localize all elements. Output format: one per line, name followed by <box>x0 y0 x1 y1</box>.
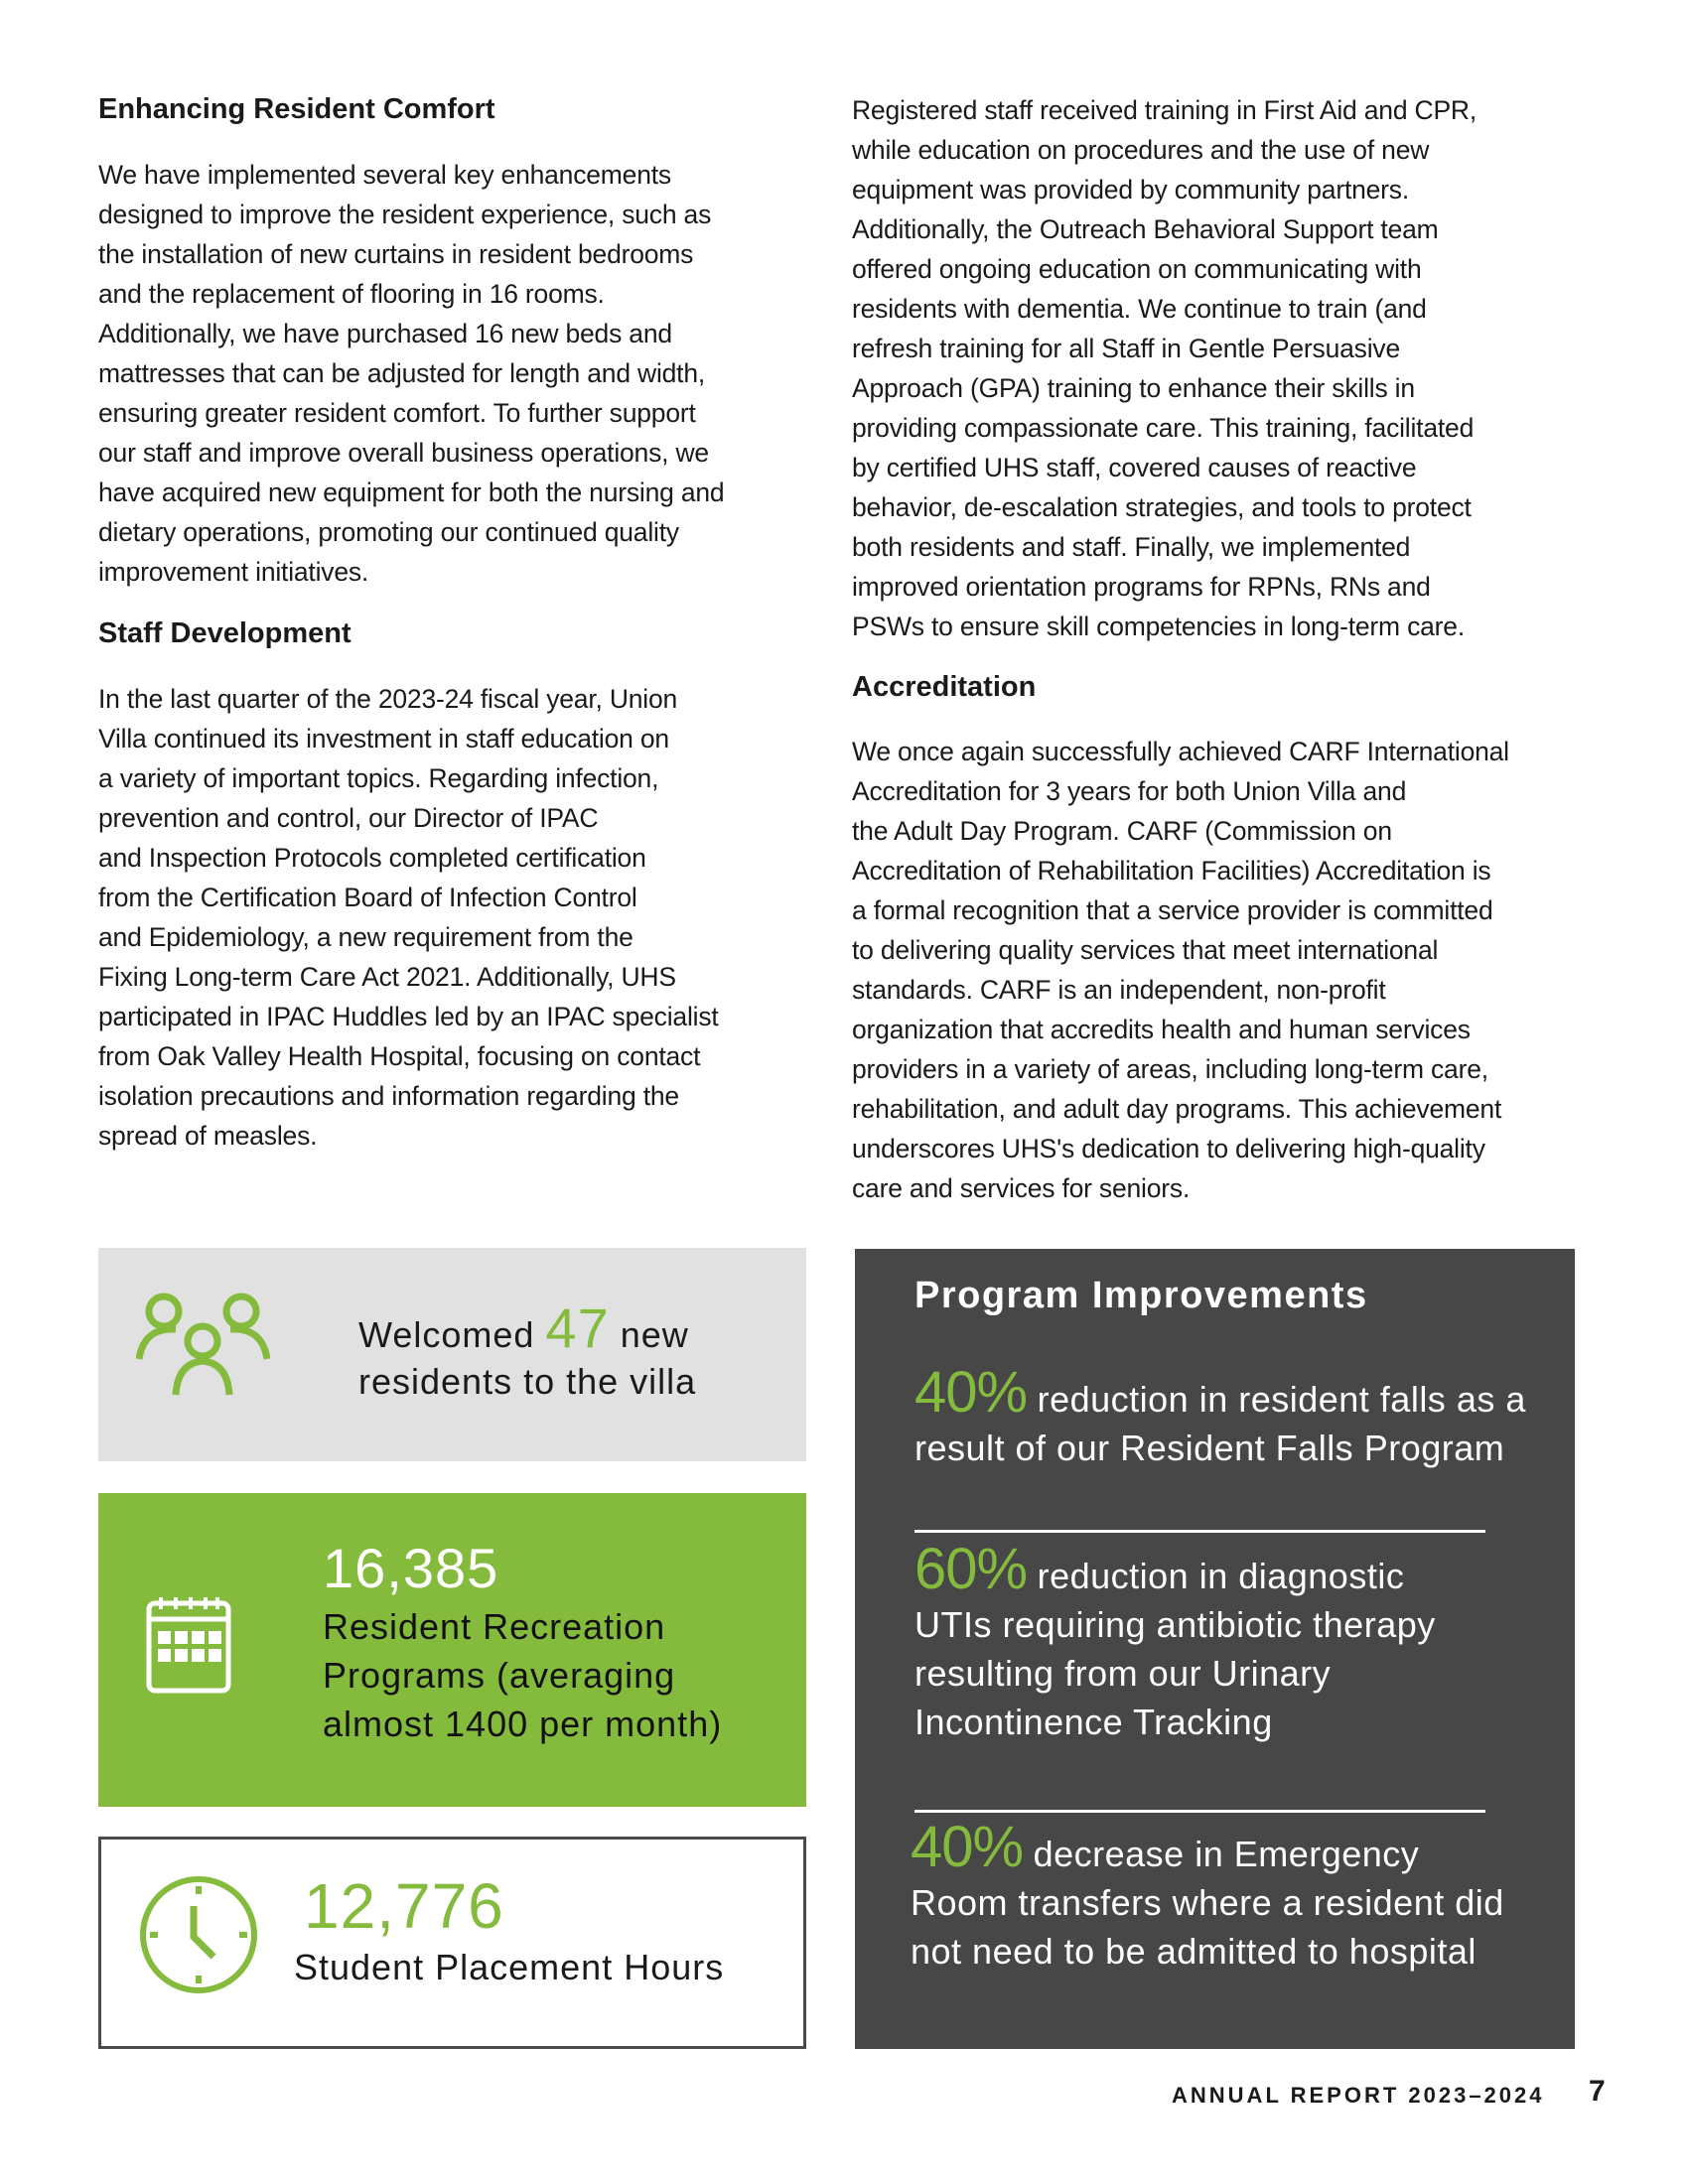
divider <box>914 1530 1485 1533</box>
improvement-text: reduction in diagnostic <box>1027 1556 1405 1596</box>
text-line: from the Certification Board of Infection Control <box>98 883 637 912</box>
text-line: dietary operations, promoting our continued quality <box>98 517 679 547</box>
stat-label <box>323 1602 722 1748</box>
improvement-text-line: Incontinence Tracking <box>914 1702 1273 1742</box>
text-line: organization that accredits health and human services <box>852 1015 1471 1044</box>
improvement-text: reduction in resident falls as a <box>1027 1379 1526 1420</box>
paragraph-staff-continued <box>852 90 1477 646</box>
text-line: rehabilitation, and adult day programs. This achievement <box>852 1094 1502 1124</box>
text-line: while education on procedures and the use of new <box>852 135 1430 165</box>
stat-label: Student Placement Hours <box>294 1947 725 1987</box>
stat-number: 12,776 <box>304 1870 504 1942</box>
improvement-item <box>914 1537 1436 1746</box>
text-line: both residents and staff. Finally, we implemented <box>852 532 1411 562</box>
text-line: standards. CARF is an independent, non-profit <box>852 975 1386 1005</box>
text-line: improved orientation programs for RPNs, RNs and <box>852 572 1431 602</box>
text-line: Registered staff received training in First Aid and CPR, <box>852 95 1477 125</box>
text-line: behavior, de-escalation strategies, and tools to protect <box>852 492 1472 522</box>
text-line: Accreditation of Rehabilitation Facilities) Accreditation is <box>852 856 1491 886</box>
text-line: equipment was provided by community partners. <box>852 175 1410 205</box>
improvement-text-line: UTIs requiring antibiotic therapy <box>914 1604 1436 1645</box>
improvement-first-line <box>911 1815 1504 1879</box>
stat-pre-text: Welcomed <box>358 1314 535 1355</box>
improvement-text-line: Room transfers where a resident did <box>911 1882 1504 1923</box>
heading-enhancing-comfort: Enhancing Resident Comfort <box>98 93 495 125</box>
heading-staff-development: Staff Development <box>98 617 352 649</box>
stat-new-residents <box>98 1248 806 1461</box>
stat-recreation-programs <box>98 1493 806 1807</box>
text-line: a formal recognition that a service provider is committed <box>852 895 1493 925</box>
clock-icon <box>138 1874 259 1995</box>
paragraph-accreditation <box>852 732 1509 1208</box>
text-line: designed to improve the resident experience, such as <box>98 200 712 229</box>
text-line: a variety of important topics. Regarding infection, <box>98 763 659 793</box>
paragraph-staff <box>98 679 719 1156</box>
text-line: refresh training for all Staff in Gentle Persuasive <box>852 334 1400 363</box>
text-line: We have implemented several key enhancements <box>98 160 671 190</box>
text-line: We once again successfully achieved CARF International <box>852 737 1509 766</box>
stat-number: 47 <box>545 1297 610 1359</box>
improvement-percent: 40% <box>914 1360 1028 1425</box>
paragraph-comfort <box>98 155 724 592</box>
text-line: offered ongoing education on communicating with <box>852 254 1422 284</box>
text-line: In the last quarter of the 2023-24 fiscal year, Union <box>98 684 678 714</box>
text-line: Villa continued its investment in staff education on <box>98 724 669 753</box>
text-line: and Epidemiology, a new requirement from the <box>98 922 633 952</box>
improvement-item <box>914 1360 1526 1472</box>
text-line: Programs (averaging <box>323 1655 676 1696</box>
text-line: providing compassionate care. This training, facilitated <box>852 413 1475 443</box>
text-line: care and services for seniors. <box>852 1173 1191 1203</box>
improvement-text-line: result of our Resident Falls Program <box>914 1428 1505 1468</box>
stat-post-text: new <box>620 1314 689 1355</box>
text-line: isolation precautions and information regarding the <box>98 1081 679 1111</box>
text-line: and the replacement of flooring in 16 rooms. <box>98 279 605 309</box>
text-line: the installation of new curtains in resident bedrooms <box>98 239 694 269</box>
heading-accreditation: Accreditation <box>852 671 1037 703</box>
text-line: spread of measles. <box>98 1121 318 1151</box>
text-line: participated in IPAC Huddles led by an IPAC specialist <box>98 1002 719 1031</box>
footer-label: ANNUAL REPORT 2023–2024 <box>1172 2083 1545 2108</box>
improvement-percent: 60% <box>914 1537 1028 1601</box>
text-line: mattresses that can be adjusted for length and width, <box>98 358 706 388</box>
text-line: Additionally, we have purchased 16 new beds and <box>98 319 672 348</box>
program-title: Program Improvements <box>914 1275 1368 1316</box>
text-line: have acquired new equipment for both the nursing and <box>98 478 725 507</box>
text-line: to delivering quality services that meet international <box>852 935 1439 965</box>
divider <box>914 1810 1485 1813</box>
improvement-text-line: resulting from our Urinary <box>914 1653 1332 1694</box>
text-line: our staff and improve overall business operations, we <box>98 438 709 468</box>
improvement-percent: 40% <box>911 1815 1024 1879</box>
stat-line2: residents to the villa <box>358 1361 697 1402</box>
text-line: Accreditation for 3 years for both Union Villa and <box>852 776 1407 806</box>
text-line: Fixing Long-term Care Act 2021. Additionally, UHS <box>98 962 676 992</box>
improvement-first-line <box>914 1537 1436 1601</box>
improvement-text-line: not need to be admitted to hospital <box>911 1931 1477 1972</box>
program-improvements-panel <box>855 1249 1575 2049</box>
text-line: providers in a variety of areas, including long-term care, <box>852 1054 1488 1084</box>
stat-number: 16,385 <box>323 1537 499 1599</box>
improvement-item <box>911 1815 1504 1976</box>
improvement-first-line <box>914 1360 1526 1425</box>
text-line: Resident Recreation <box>323 1606 666 1647</box>
text-line: and Inspection Protocols completed certification <box>98 843 646 873</box>
text-line: Approach (GPA) training to enhance their skills in <box>852 373 1415 403</box>
text-line: prevention and control, our Director of IPAC <box>98 803 599 833</box>
text-line: improvement initiatives. <box>98 557 369 587</box>
text-line: almost 1400 per month) <box>323 1704 723 1744</box>
text-line: residents with dementia. We continue to train (and <box>852 294 1427 324</box>
page-number: 7 <box>1589 2075 1606 2108</box>
stat-student-placement <box>98 1837 806 2049</box>
calendar-icon <box>146 1595 231 1695</box>
text-line: from Oak Valley Health Hospital, focusing on contact <box>98 1041 701 1071</box>
improvement-text: decrease in Emergency <box>1023 1834 1420 1874</box>
text-line: by certified UHS staff, covered causes of reactive <box>852 453 1417 482</box>
text-line: ensuring greater resident comfort. To further support <box>98 398 696 428</box>
people-icon <box>136 1292 270 1403</box>
text-line: the Adult Day Program. CARF (Commission on <box>852 816 1392 846</box>
text-line: underscores UHS's dedication to delivering high-quality <box>852 1134 1485 1163</box>
text-line: PSWs to ensure skill competencies in long-term care. <box>852 612 1466 641</box>
text-line: Additionally, the Outreach Behavioral Support team <box>852 214 1439 244</box>
